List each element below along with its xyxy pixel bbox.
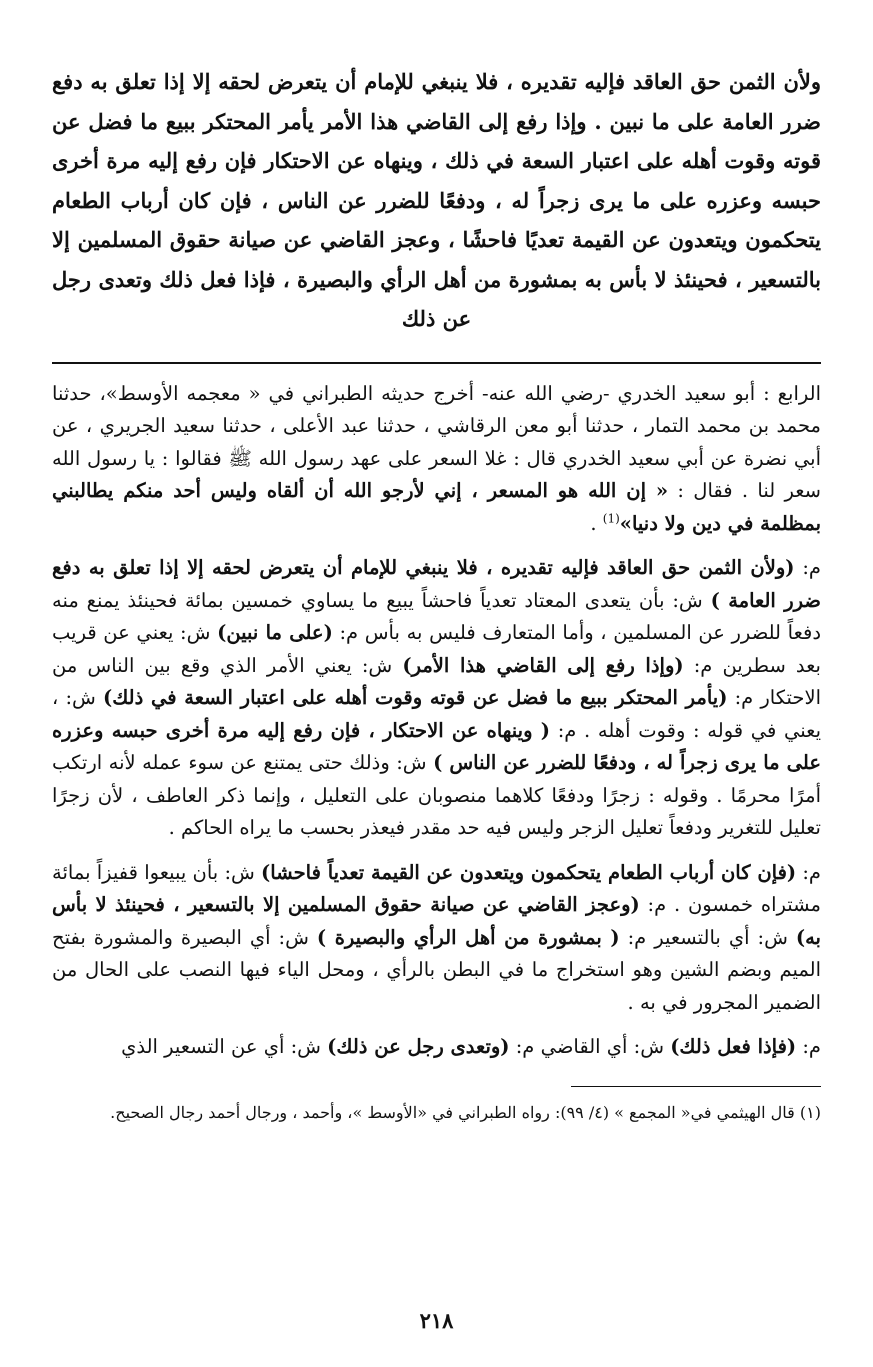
sharh-text: ش: يعني عن قريب بعد سطرين م: <box>52 621 821 677</box>
hadith-text: « إن الله هو المسعر ، إني لأرجو الله أن ألقاه وليس أحد منكم يطالبني بمظلمة في دين ولا دنيا» <box>52 479 821 535</box>
hadith-intro: الرابع : أبو سعيد الخدري -رضي الله عنه- أخرج حديثه الطبراني في « معجمه الأوسط»، حدثنا محمد بن محمد التمار ، حدثنا أبو معن الرقاشي ، حدثنا عبد الأعلى ، حدثنا سعيد الجريري ، عن أبي نضرة عن أبي سعيد الخدري قال : غلا السعر على عهد رسول الله ﷺ فقالوا : يا رسول الله سعر لنا . فقال : <box>52 381 821 502</box>
sharh-text: ش: أي القاضي م: <box>509 1035 671 1058</box>
hadith-end: . <box>590 511 603 535</box>
commentary-paragraph-hadith <box>52 378 821 541</box>
sharh-text: ش: ، يعني في قوله : وقوت أهله . م: <box>52 686 821 742</box>
main-divider <box>52 362 821 364</box>
matn-quote: (فإن كان أرباب الطعام يتحكمون ويتعدون عن القيمة تعدياً فاحشا) <box>261 860 797 884</box>
sharh-text: ش: بأن يتعدى المعتاد تعدياً فاحشاً يبيع ما يساوي خمسين بمائة فحينئذ يمنع منه دفعاً للضرر عن المسلمين ، وأما المتعارف فليس به بأس م: <box>52 588 822 644</box>
matn-quote: (وإذا رفع إلى القاضي هذا الأمر) <box>402 653 684 677</box>
footnote-ref: (1) <box>602 511 620 525</box>
main-text: ولأن الثمن حق العاقد فإليه تقديره ، فلا ينبغي للإمام أن يتعرض لحقه إلا إذا تعلق به دفع ضرر العامة على ما نبين . وإذا رفع إلى القاضي هذا الأمر يأمر المحتكر ببيع ما فضل عن قوته وقوت أهله على اعتبار السعة في ذلك ، وينهاه عن الاحتكار فإن رفع إليه مرة أخرى حبسه وعزره على ما يرى زجراً له ، ودفعًا للضرر عن الناس ، فإن كان أرباب الطعام يتحكمون ويتعدون عن القيمة تعديًا فاحشًا ، وعجز القاضي عن صيانة حقوق المسلمين إلا بالتسعير ، فحينئذ لا بأس به بمشورة من أهل الرأي والبصيرة ، فإذا فعل ذلك وتعدى رجل عن ذلك <box>52 69 821 331</box>
sharh-text: ش: يعني الأمر الذي وقع بين الناس من الاحتكار م: <box>52 653 821 709</box>
page-number: ٢١٨ <box>419 1308 454 1333</box>
sharh-text: ش: أي بالتسعير م: <box>619 925 796 949</box>
footnote-divider <box>571 1086 821 1087</box>
commentary-paragraph-2 <box>52 857 821 1020</box>
matn-quote: (وعجز القاضي عن صيانة حقوق المسلمين إلا بالتسعير ، فحينئذ لا بأس به) <box>52 893 821 949</box>
marker: م: <box>794 556 822 579</box>
matn-quote: (على ما نبين) <box>217 621 333 644</box>
matn-quote: (فإذا فعل ذلك) <box>670 1035 797 1058</box>
sharh-text: ش: بأن يبيعوا قفيزاً بمائة مشتراه خمسون . م: <box>52 860 822 916</box>
sharh-text: ش: أي البصيرة والمشورة بفتح الميم وبضم الشين وهو استخراج ما في البطن بالرأي ، ومحل الياء فيها النصب على الحال من الضمير المجرور في به . <box>52 925 821 1014</box>
marker: م: <box>796 1035 821 1058</box>
commentary <box>52 378 821 1064</box>
sharh-text: ش: وذلك حتى يمتنع عن سوء عمله لأنه ارتكب أمرًا محرمًا . وقوله : زجرًا ودفعًا كلاهما منصوبان على التعليل ، وإنما ذكر العاطف ، لأن زجرًا تعليل للتغرير ودفعاً تعليل الزجر وليس فيه حد مقدر فيعذر بحسب ما يراه الحاكم . <box>52 751 821 839</box>
matn-quote: ( بمشورة من أهل الرأي والبصيرة ) <box>316 925 620 949</box>
matn-quote: ( وينهاه عن الاحتكار ، فإن رفع إليه مرة أخرى حبسه وعزره على ما يرى زجراً له ، ودفعًا للضرر عن الناس ) <box>52 718 821 774</box>
commentary-paragraph-1 <box>52 552 821 845</box>
matn-quote: (يأمر المحتكر ببيع ما فضل عن قوته وقوت أهله على اعتبار السعة في ذلك) <box>102 686 728 709</box>
commentary-paragraph-3 <box>52 1031 821 1064</box>
matn-quote: (وتعدى رجل عن ذلك) <box>327 1035 510 1058</box>
footnote: (١) قال الهيثمي في« المجمع » (٤/ ٩٩): رواه الطبراني في «الأوسط »، وأحمد ، ورجال أحمد رجال الصحيح. <box>110 1102 821 1122</box>
marker: م: <box>796 860 822 884</box>
sharh-text: ش: أي عن التسعير الذي <box>121 1035 328 1058</box>
matn-quote: (ولأن الثمن حق العاقد فإليه تقديره ، فلا ينبغي للإمام أن يتعرض لحقه إلا إذا تعلق به دفع ضرر العامة ) <box>52 556 821 612</box>
